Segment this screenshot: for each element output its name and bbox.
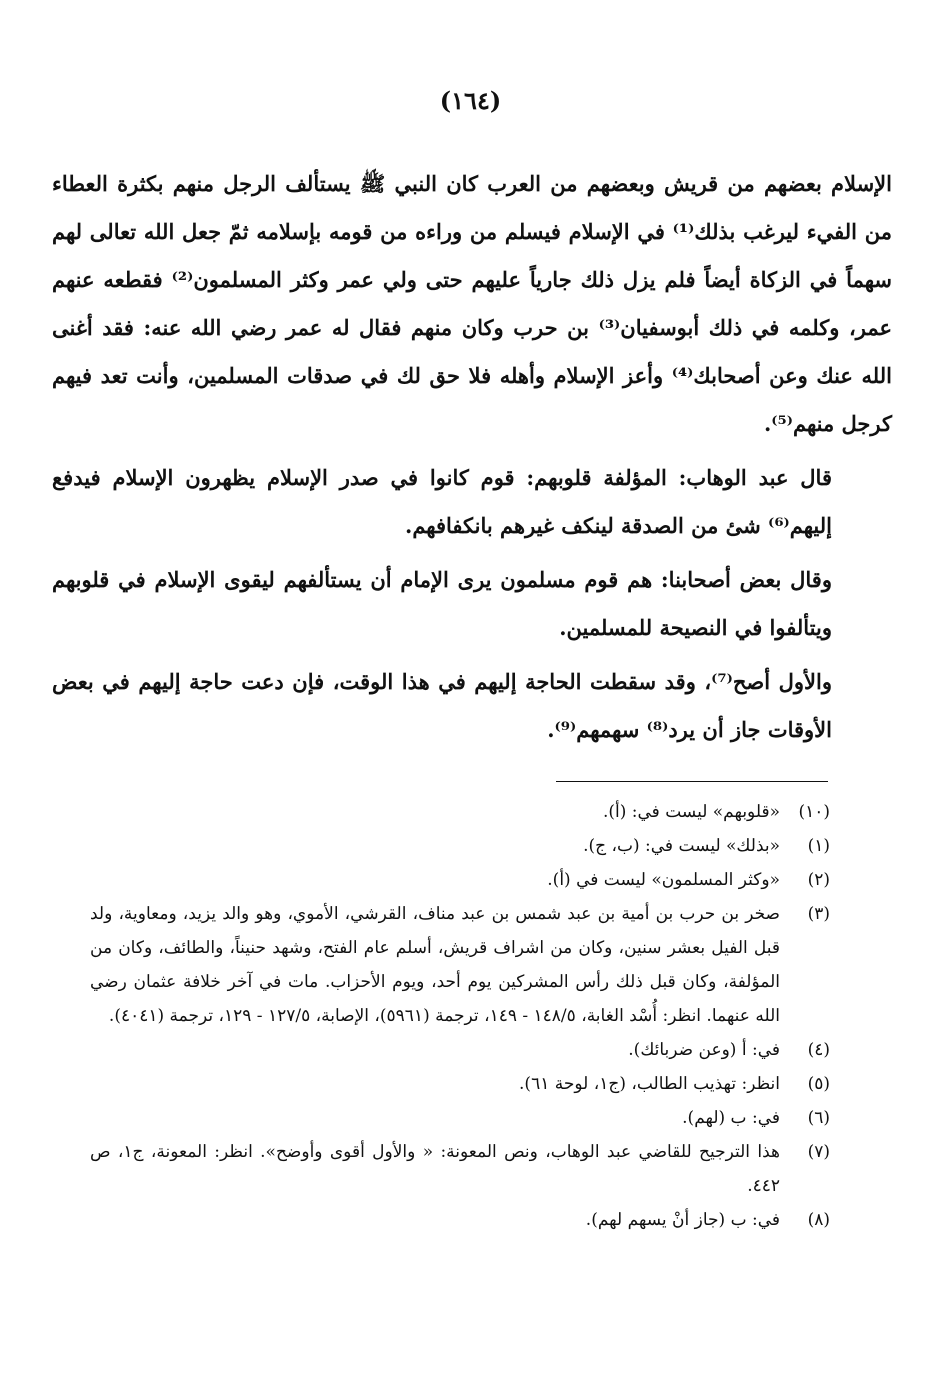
footnote-text: انظر: تهذيب الطالب، (ج١، لوحة ٦١). xyxy=(519,1074,780,1094)
footnote-text: صخر بن حرب بن أمية بن عبد شمس بن عبد مناف، القرشي، الأموي، وهو والد يزيد، ومعاوية، ولد قبل الفيل بعشر سنين، وكان من اشراف قريش، أسلم عام الفتح، وشهد حنيناً، والطائف، وكان من المؤلفة، وكان قبل ذلك رأس المشركين يوم أحد، ويوم الأحزاب. مات في آخر خلافة عثمان رضي الله عنهما. انظر: أُسْد الغابة، ١٤٨/٥ - ١٤٩، ترجمة (٥٩٦١)، الإصابة، ١٢٧/٥ - ١٢٩، ترجمة (٤٠٤١). xyxy=(90,904,780,1026)
footnote xyxy=(90,1203,830,1237)
footnote-text: «قلوبهم» ليست في: (أ). xyxy=(602,802,780,822)
footnote-number: (٢) xyxy=(807,870,830,890)
footnote-text: هذا الترجيح للقاضي عبد الوهاب، ونص المعونة: « والأول أقوى وأوضح». انظر: المعونة، ج١، ص ٤٤٢. xyxy=(90,1142,780,1196)
footnote-text: في: ب (لهم). xyxy=(682,1108,780,1128)
footnote xyxy=(90,1067,830,1101)
footnote-text: في: ب (جاز أنْ يسهم لهم). xyxy=(585,1210,780,1230)
paragraph: قال عبد الوهاب: المؤلفة قلوبهم: قوم كانوا في صدر الإسلام يظهرون الإسلام فيدفع إليهم⁽⁶⁾ شئ من الصدقة لينكف غيرهم بانكفافهم. xyxy=(52,465,832,538)
footnote xyxy=(90,1033,830,1067)
page-number: (١٦٤) xyxy=(439,86,502,115)
footnote xyxy=(90,863,830,897)
footnote-text: «وكثر المسلمون» ليست في (أ). xyxy=(547,870,780,890)
footnotes xyxy=(90,795,830,1237)
footnote-text: في: أ (وعن ضربائك). xyxy=(628,1040,780,1060)
footnote-number: (١٠) xyxy=(798,802,830,822)
paragraph: والأول أصح⁽⁷⁾، وقد سقطت الحاجة إليهم في هذا الوقت، فإن دعت حاجة إليهم في بعض الأوقات جاز أن يرد⁽⁸⁾ سهمهم⁽⁹⁾. xyxy=(52,669,832,742)
paragraph: الإسلام بعضهم من قريش وبعضهم من العرب كان النبي ﷺ يستألف الرجل منهم بكثرة العطاء من الفيء ليرغب بذلك⁽¹⁾ في الإسلام فيسلم من وراءه من قومه بإسلامه ثمّ جعل الله تعالى لهم سهماً في الزكاة أيضاً فلم يزل ذلك جارياً عليهم حتى ولي عمر وكثر المسلمون⁽²⁾ فقطعه عنهم عمر، وكلمه في ذلك أبوسفيان⁽³⁾ بن حرب وكان منهم فقال له عمر رضي الله عنه: فقد أغنى الله عنك وعن أصحابك⁽⁴⁾ وأعز الإسلام وأهله فلا حق لك في صدقات المسلمين، وأنت تعد فيهم كرجل منهم⁽⁵⁾. xyxy=(52,171,893,436)
footnote-number: (٣) xyxy=(807,904,830,924)
footnote xyxy=(90,897,830,1033)
footnote xyxy=(90,829,830,863)
footnote-number: (٤) xyxy=(807,1040,830,1060)
main-text xyxy=(52,160,892,760)
footnote xyxy=(90,1135,830,1203)
footnote-separator xyxy=(556,781,828,782)
footnote xyxy=(90,795,830,829)
footnote-number: (٨) xyxy=(807,1210,830,1230)
footnote xyxy=(90,1101,830,1135)
footnote-number: (٦) xyxy=(807,1108,830,1128)
paragraph: وقال بعض أصحابنا: هم قوم مسلمون يرى الإمام أن يستألفهم ليقوى الإسلام في قلوبهم ويتألفوا في النصيحة للمسلمين. xyxy=(52,567,832,640)
footnote-text: «بذلك» ليست في: (ب، ج). xyxy=(583,836,780,856)
footnote-number: (١) xyxy=(807,836,830,856)
footnote-number: (٧) xyxy=(807,1142,830,1162)
footnote-number: (٥) xyxy=(807,1074,830,1094)
